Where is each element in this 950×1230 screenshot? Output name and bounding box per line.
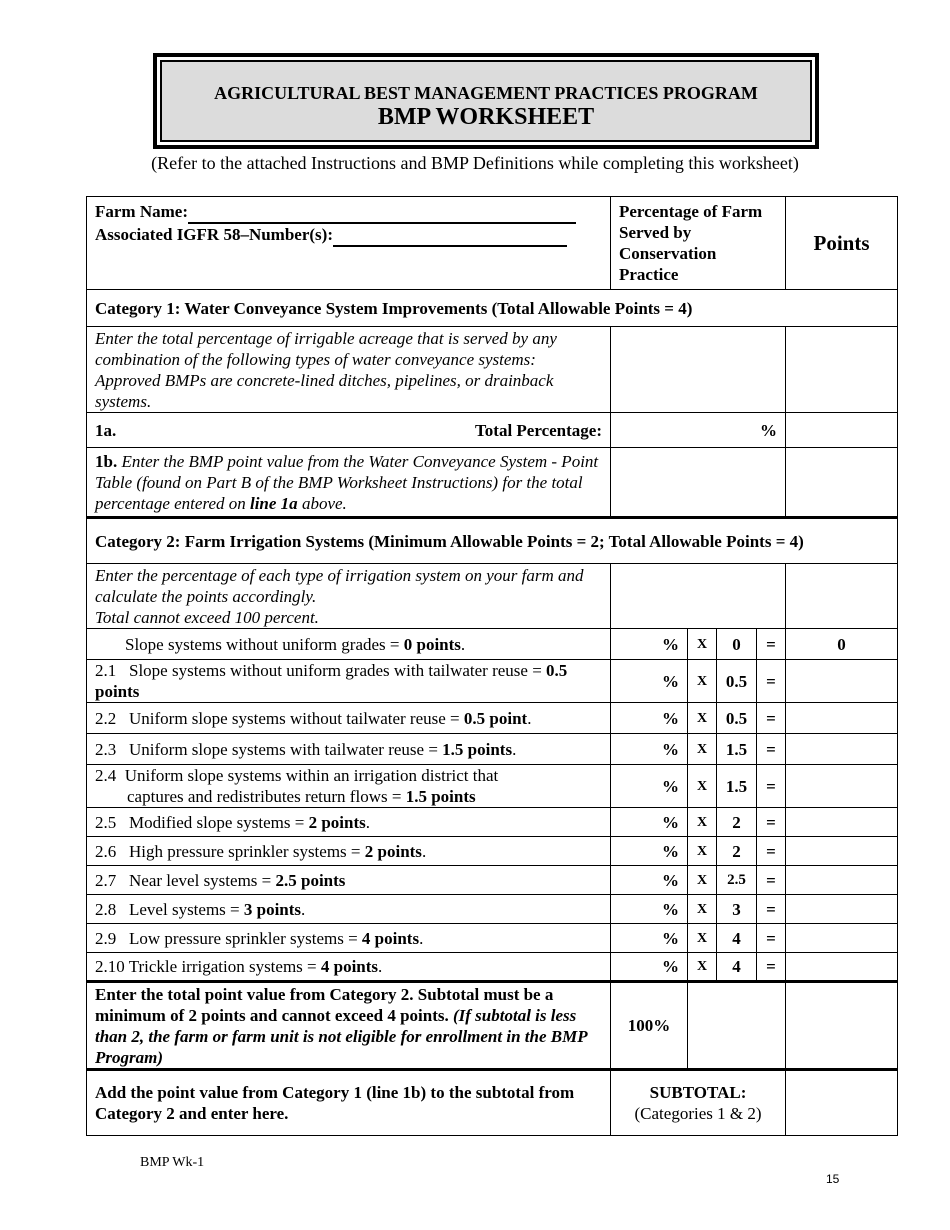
category2-row-3-desc (87, 734, 611, 765)
times-sign: X (688, 837, 717, 866)
percent-sign: % (662, 634, 679, 654)
row-text: Slope systems without uniform grades with tailwater reuse = (129, 661, 547, 680)
percent-sign: % (662, 899, 679, 919)
category2-row-3-percent-field[interactable] (611, 734, 688, 765)
worksheet-title: BMP WORKSHEET (377, 104, 595, 130)
category2-row-4-desc (87, 765, 611, 808)
category2-instructions-points-blank (786, 564, 898, 629)
percent-sign: % (662, 812, 679, 832)
points-header: Points (786, 197, 898, 290)
category2-row-8 (87, 895, 898, 924)
row-number: 2.4 (95, 766, 117, 785)
line-1a-percent-field[interactable] (611, 413, 786, 448)
worksheet-table (86, 196, 898, 1136)
row-tail: . (512, 739, 517, 759)
row-text: Modified slope systems = (129, 812, 309, 832)
farm-name-label: Farm Name: (95, 202, 188, 221)
category2-total-percent: 100% (611, 982, 688, 1070)
row-text: Uniform slope systems with tailwater reuse = (129, 739, 443, 759)
percent-sign: % (662, 708, 679, 728)
row-text: Trickle irrigation systems = (128, 957, 321, 976)
category2-row-0-desc (87, 629, 611, 660)
category2-instructions-2: Total cannot exceed 100 percent. (95, 607, 319, 627)
row-number: 2.10 (95, 957, 125, 976)
category2-row-2-desc (87, 703, 611, 734)
igfr-number-field[interactable] (333, 224, 567, 247)
percent-sign: % (662, 841, 679, 861)
category2-row-4-percent-field[interactable] (611, 765, 688, 808)
category2-row-2 (87, 703, 898, 734)
percent-sign: % (662, 776, 679, 796)
row-number: 2.7 (95, 870, 117, 890)
times-sign: X (688, 660, 717, 703)
row-tail: . (365, 812, 371, 832)
category2-row-3 (87, 734, 898, 765)
final-subtotal-row (87, 1070, 898, 1136)
subtotal-categories: (Categories 1 & 2) (634, 1104, 762, 1123)
title-box-inner (160, 60, 812, 142)
farm-name-field[interactable] (188, 201, 576, 224)
times-sign: X (688, 924, 717, 953)
category2-row-4-factor: 1.5 (717, 765, 757, 808)
row-text: Uniform slope systems within an irrigation district that (124, 766, 499, 785)
category2-row-5-points-field[interactable] (786, 808, 898, 837)
row-points-text: 1.5 points (405, 787, 476, 806)
row-tail: . (527, 708, 532, 728)
subtotal-label: SUBTOTAL: (649, 1083, 747, 1102)
category2-row-9-percent-field[interactable] (611, 924, 688, 953)
category2-title-row (87, 518, 898, 564)
row-number: 2.1 (95, 661, 117, 680)
program-title: AGRICULTURAL BEST MANAGEMENT PRACTICES PROGRAM (214, 83, 758, 103)
category2-row-5-factor: 2 (717, 808, 757, 837)
title-box (153, 53, 819, 149)
igfr-label: Associated IGFR 58–Number(s): (95, 225, 333, 244)
row-number: 2.3 (95, 739, 117, 759)
category2-row-2-factor: 0.5 (717, 703, 757, 734)
category2-row-2-points-field[interactable] (786, 703, 898, 734)
line-1b-label: 1b. (95, 451, 118, 471)
category2-row-9-factor: 4 (717, 924, 757, 953)
category2-row-1 (87, 660, 898, 703)
category2-row-7-points-field[interactable] (786, 866, 898, 895)
category1-title-row (87, 290, 898, 327)
category2-row-0 (87, 629, 898, 660)
category2-subtotal-blank (688, 982, 786, 1070)
row-number: 2.8 (95, 899, 117, 919)
subtotal-eligibility-note: (If subtotal is less than 2, the farm or farm unit is not eligible for enrollment in the BMP Program) (95, 1005, 587, 1067)
category2-row-5-desc (87, 808, 611, 837)
line-1a-text: Total Percentage: (475, 420, 602, 440)
farm-info-cell (87, 197, 611, 290)
equals-sign: = (757, 703, 786, 734)
row-text: Uniform slope systems without tailwater reuse = (129, 708, 464, 728)
category2-row-5 (87, 808, 898, 837)
category2-row-10-points-field[interactable] (786, 953, 898, 982)
equals-sign: = (757, 924, 786, 953)
category2-row-8-points-field[interactable] (786, 895, 898, 924)
equals-sign: = (757, 765, 786, 808)
category2-row-3-points-field[interactable] (786, 734, 898, 765)
line-1b-text-a: Enter the BMP point value from the Water Conveyance System - Point Table (found on Part B of the BMP Worksheet Instructions) for the total percentage entered on (95, 451, 599, 513)
category2-row-10 (87, 953, 898, 982)
row-tail: . (301, 899, 306, 919)
row-text: Level systems = (129, 899, 244, 919)
times-sign: X (688, 895, 717, 924)
row-text: Near level systems = (129, 870, 276, 890)
category2-row-9-desc (87, 924, 611, 953)
category1-instructions-points-blank (786, 327, 898, 413)
category2-row-9 (87, 924, 898, 953)
row-points-text: 0 points (403, 634, 461, 654)
equals-sign: = (757, 866, 786, 895)
row-tail: . (419, 928, 424, 948)
row-number: 2.5 (95, 812, 117, 832)
category2-row-0-percent-field[interactable] (611, 629, 688, 660)
percent-sign: % (662, 957, 679, 976)
category2-instructions-1: Enter the percentage of each type of irrigation system on your farm and calculate the points accordingly. (95, 565, 584, 606)
category1-instructions-row (87, 327, 898, 413)
category2-row-1-points-field[interactable] (786, 660, 898, 703)
category1-instructions-pct-blank (611, 327, 786, 413)
row-text: High pressure sprinkler systems = (129, 841, 365, 861)
row-points-text: 2 points (308, 812, 366, 832)
category2-row-6 (87, 837, 898, 866)
times-sign: X (688, 703, 717, 734)
row-tail: . (421, 841, 427, 861)
row-points-text: 2.5 points (275, 870, 346, 890)
category2-row-1-desc (87, 660, 611, 703)
category2-row-10-factor: 4 (717, 953, 757, 982)
times-sign: X (688, 866, 717, 895)
category2-subtotal-points-field[interactable] (786, 982, 898, 1070)
percent-sign: % (662, 928, 679, 948)
times-sign: X (688, 808, 717, 837)
final-subtotal-points-field[interactable] (786, 1070, 898, 1136)
category1-title: Category 1: Water Conveyance System Improvements (Total Allowable Points = 4) (87, 290, 898, 327)
category2-row-6-factor: 2 (717, 837, 757, 866)
page-number: 15 (826, 1172, 840, 1186)
final-subtotal-text: Add the point value from Category 1 (line 1b) to the subtotal from Category 2 and enter here. (87, 1070, 611, 1136)
category2-row-1-percent-field[interactable] (611, 660, 688, 703)
percent-sign: % (662, 870, 679, 890)
row-points-text: 3 points (243, 899, 302, 919)
category2-title: Category 2: Farm Irrigation Systems (Minimum Allowable Points = 2; Total Allowable Points = 4) (87, 518, 898, 564)
row-points-text: 0.5 points (95, 661, 568, 701)
line-1b-text-b: above. (297, 493, 347, 513)
category2-row-1-factor: 0.5 (717, 660, 757, 703)
row-points-text: 4 points (320, 957, 379, 976)
line-1b-text-bold: line 1a (249, 493, 298, 513)
row-points-text: 2 points (364, 841, 422, 861)
category2-row-7-percent-field[interactable] (611, 866, 688, 895)
category2-row-4-points-field[interactable] (786, 765, 898, 808)
category2-row-9-points-field[interactable] (786, 924, 898, 953)
farm-info-row (87, 197, 898, 290)
row-tail: . (460, 634, 466, 654)
category2-row-6-desc (87, 837, 611, 866)
line-1b-cell (87, 448, 611, 518)
final-subtotal-label-cell (611, 1070, 786, 1136)
row-points-text: 0.5 point (463, 708, 528, 728)
equals-sign: = (757, 837, 786, 866)
category2-subtotal-text (87, 982, 611, 1070)
category2-row-6-points-field[interactable] (786, 837, 898, 866)
times-sign: X (688, 629, 717, 660)
category2-row-5-percent-field[interactable] (611, 808, 688, 837)
equals-sign: = (757, 895, 786, 924)
percentage-header: Percentage of Farm Served by Conservation Practice (611, 197, 786, 290)
row-number: 2.9 (95, 928, 117, 948)
row-number: 2.6 (95, 841, 117, 861)
category2-row-7-factor: 2.5 (717, 866, 757, 895)
category1-instructions: Enter the total percentage of irrigable acreage that is served by any combination of the following types of water conveyance systems: Approved BMPs are concrete-lined ditches, pipelines, or drainback systems. (87, 327, 611, 413)
equals-sign: = (757, 808, 786, 837)
category2-row-6-percent-field[interactable] (611, 837, 688, 866)
row-tail: . (378, 957, 383, 976)
category2-row-4 (87, 765, 898, 808)
times-sign: X (688, 953, 717, 982)
line-1b-points-field[interactable] (786, 448, 898, 518)
category2-instructions-row (87, 564, 898, 629)
category2-subtotal-row (87, 982, 898, 1070)
times-sign: X (688, 765, 717, 808)
category2-row-7-desc (87, 866, 611, 895)
row-points-text: 1.5 points (442, 739, 513, 759)
category2-row-8-factor: 3 (717, 895, 757, 924)
category2-instructions-pct-blank (611, 564, 786, 629)
line-1a-label: 1a. (95, 420, 117, 440)
category2-row-0-points: 0 (786, 629, 898, 660)
category2-row-7 (87, 866, 898, 895)
equals-sign: = (757, 660, 786, 703)
row-points-text: 4 points (361, 928, 420, 948)
row-text: Slope systems without uniform grades = (125, 634, 404, 654)
category2-row-8-desc (87, 895, 611, 924)
line-1b-pct-blank (611, 448, 786, 518)
line-1a-unit: % (760, 420, 778, 440)
line-1b-row (87, 448, 898, 518)
category2-row-0-factor: 0 (717, 629, 757, 660)
category2-row-8-percent-field[interactable] (611, 895, 688, 924)
category2-row-10-desc (87, 953, 611, 982)
form-id: BMP Wk-1 (140, 1155, 205, 1170)
category2-row-2-percent-field[interactable] (611, 703, 688, 734)
percent-sign: % (662, 671, 679, 691)
refer-note: (Refer to the attached Instructions and BMP Definitions while completing this worksheet) (151, 153, 799, 173)
line-1a-points-blank (786, 413, 898, 448)
percent-sign: % (662, 739, 679, 759)
line-1a-row (87, 413, 898, 448)
equals-sign: = (757, 734, 786, 765)
category2-row-10-percent-field[interactable] (611, 953, 688, 982)
equals-sign: = (757, 629, 786, 660)
line-1a-cell (87, 413, 611, 448)
row-text: Low pressure sprinkler systems = (129, 928, 362, 948)
row-number: 2.2 (95, 708, 117, 728)
equals-sign: = (757, 953, 786, 982)
category2-instructions (87, 564, 611, 629)
subtotal-instruction: Enter the total point value from Category 2. Subtotal must be a minimum of 2 points and cannot exceed 4 points. (95, 984, 554, 1025)
times-sign: X (688, 734, 717, 765)
row-text-continued: captures and redistributes return flows = (127, 787, 406, 806)
category2-row-3-factor: 1.5 (717, 734, 757, 765)
